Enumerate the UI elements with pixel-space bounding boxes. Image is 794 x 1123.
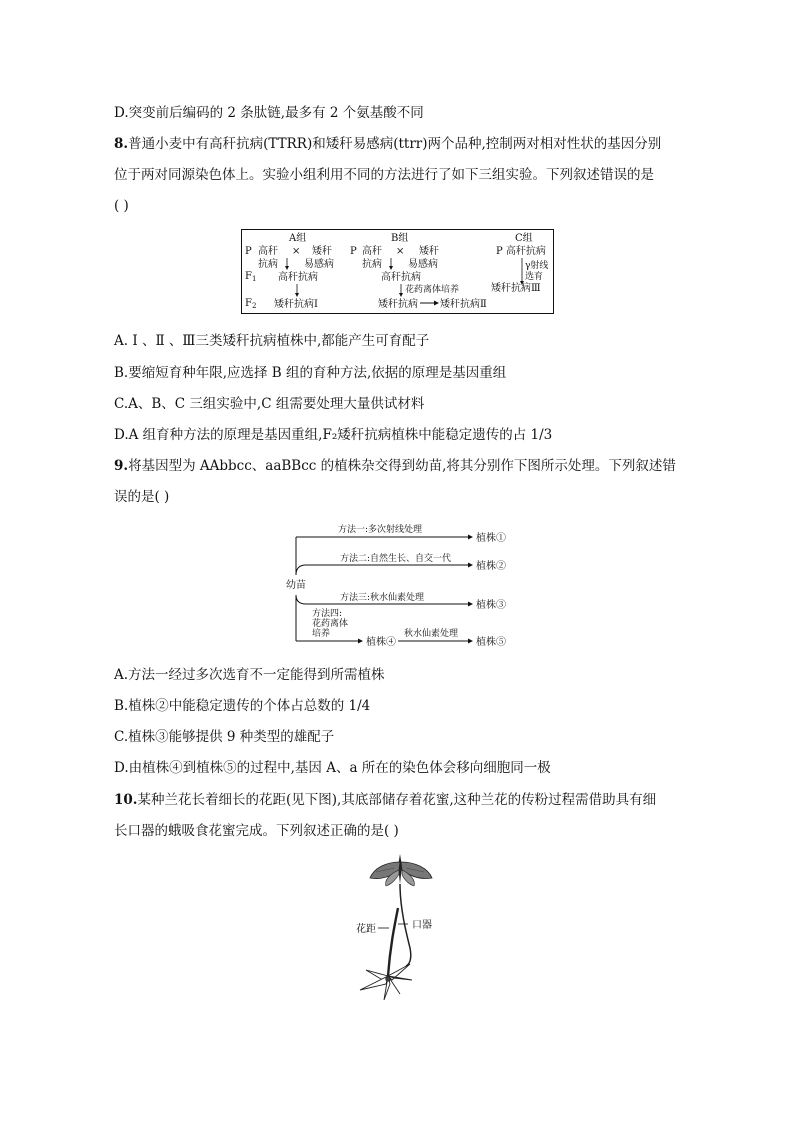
q8-number: 8. — [114, 136, 129, 152]
method-1: 方法一:多次射线处理 — [338, 525, 423, 535]
a-p1-trait2: 抗病 — [258, 259, 278, 270]
plant-4: 植株④ — [366, 637, 396, 648]
q9-stem-1: 将基因型为 AAbbcc、aaBBcc 的植株杂交得到幼苗,将其分别作下图所示处理。下列叙述错 — [128, 458, 676, 474]
plant-2: 植株② — [476, 561, 506, 572]
c-select: 选育 — [525, 272, 544, 282]
seedling-label: 幼苗 — [286, 580, 306, 591]
plant-3: 植株③ — [476, 600, 506, 611]
b-cross: × — [396, 246, 405, 257]
q9-option-a: A.方法一经过多次选育不一定能得到所需植株 — [114, 667, 385, 683]
b-anther-culture: 花药离体培养 — [405, 285, 460, 295]
f1-label: $F_1$ — [245, 271, 257, 283]
b-p2-trait1: 矮秆 — [419, 246, 439, 257]
c-gamma: γ射线 — [525, 261, 549, 271]
b-p1-trait2: 抗病 — [362, 259, 382, 270]
q9-option-c: C.植株③能够提供 9 种类型的雄配子 — [114, 729, 335, 745]
q10-stem-2: 长口器的蛾吸食花蜜完成。下列叙述正确的是( ) — [114, 823, 399, 839]
q8-option-c: C.A、B、C 三组实验中,C 组需要处理大量供试材料 — [114, 396, 425, 412]
a-p2-trait1: 矮秆 — [312, 246, 332, 257]
f2-label: $F_2$ — [245, 298, 257, 310]
b-p1-trait1: 高秆 — [362, 246, 382, 257]
q8-stem-line-1 — [114, 134, 661, 154]
q9-option-d: D.由植株④到植株⑤的过程中,基因 A、a 所在的染色体会移向细胞同一极 — [114, 760, 551, 776]
b-f2-left: 矮秆抗病 — [378, 299, 418, 310]
group-c-label: C组 — [515, 233, 533, 244]
q9-number: 9. — [114, 458, 129, 474]
b-f2-right: 矮秆抗病Ⅱ — [440, 299, 487, 310]
group-a-label: A组 — [289, 233, 307, 244]
b-p-label: P — [350, 246, 357, 257]
group-b-label: B组 — [391, 233, 409, 244]
method-4-line-1: 方法四: — [312, 609, 343, 619]
spur-label: 花距 — [356, 924, 376, 935]
orchid-flower — [360, 964, 412, 1000]
plant-5: 植株⑤ — [476, 637, 506, 648]
a-f2: 矮秆抗病Ⅰ — [274, 299, 318, 310]
a-cross: × — [292, 246, 301, 257]
method-4-line-2: 花药离体 — [312, 619, 349, 629]
q9-stem-2: 误的是( ) — [114, 489, 170, 505]
q8-option-d: D.A 组育种方法的原理是基因重组,F₂矮秆抗病植株中能稳定遗传的占 1/3 — [114, 427, 553, 443]
q10-stem-line-1 — [114, 790, 656, 810]
p-label: P — [245, 246, 252, 257]
b-p2-trait2: 易感病 — [408, 259, 438, 270]
c-result: 矮秆抗病Ⅲ — [491, 283, 541, 294]
q8-stem-1: 普通小麦中有高秆抗病(TTRR)和矮秆易感病(ttrr)两个品种,控制两对相对性状的基因分别 — [128, 136, 662, 152]
c-p: P 高秆抗病 — [496, 246, 546, 257]
method-3: 方法三:秋水仙素处理 — [340, 593, 425, 603]
moth-illustration — [370, 854, 432, 886]
a-f1: 高秆抗病 — [278, 272, 318, 283]
colchicine-label: 秋水仙素处理 — [404, 629, 459, 639]
q8-breeding-figure — [241, 229, 555, 315]
mouthpart-proboscis — [400, 884, 411, 966]
mouthpart-label: 口器 — [412, 920, 432, 931]
q9-method-figure — [282, 517, 522, 657]
q9-stem-line-1 — [114, 456, 676, 476]
q8-option-a: A. Ⅰ 、Ⅱ 、Ⅲ三类矮秆抗病植株中,都能产生可育配子 — [114, 333, 430, 349]
prev-option-d: D.突变前后编码的 2 条肽链,最多有 2 个氨基酸不同 — [114, 105, 424, 121]
q9-option-b: B.植株②中能稳定遗传的个体占总数的 1/4 — [114, 698, 371, 714]
b-f1: 高秆抗病 — [381, 272, 421, 283]
a-p2-trait2: 易感病 — [304, 259, 334, 270]
a-p1-trait1: 高秆 — [258, 246, 278, 257]
flower-spur — [388, 908, 398, 976]
q8-blank: ( ) — [114, 198, 129, 214]
method-4-line-3: 培养 — [312, 629, 331, 639]
orchid-moth-figure — [340, 848, 460, 1008]
plant-1: 植株① — [476, 533, 506, 544]
q8-stem-2: 位于两对同源染色体上。实验小组利用不同的方法进行了如下三组实验。下列叙述错误的是 — [114, 167, 654, 183]
q10-stem-1: 某种兰花长着细长的花距(见下图),其底部储存着花蜜,这种兰花的传粉过程需借助具有细 — [137, 792, 657, 808]
method-2: 方法二:自然生长、自交一代 — [340, 554, 452, 564]
q8-option-b: B.要缩短育种年限,应选择 B 组的育种方法,依据的原理是基因重组 — [114, 365, 507, 381]
q10-number: 10. — [114, 792, 138, 808]
